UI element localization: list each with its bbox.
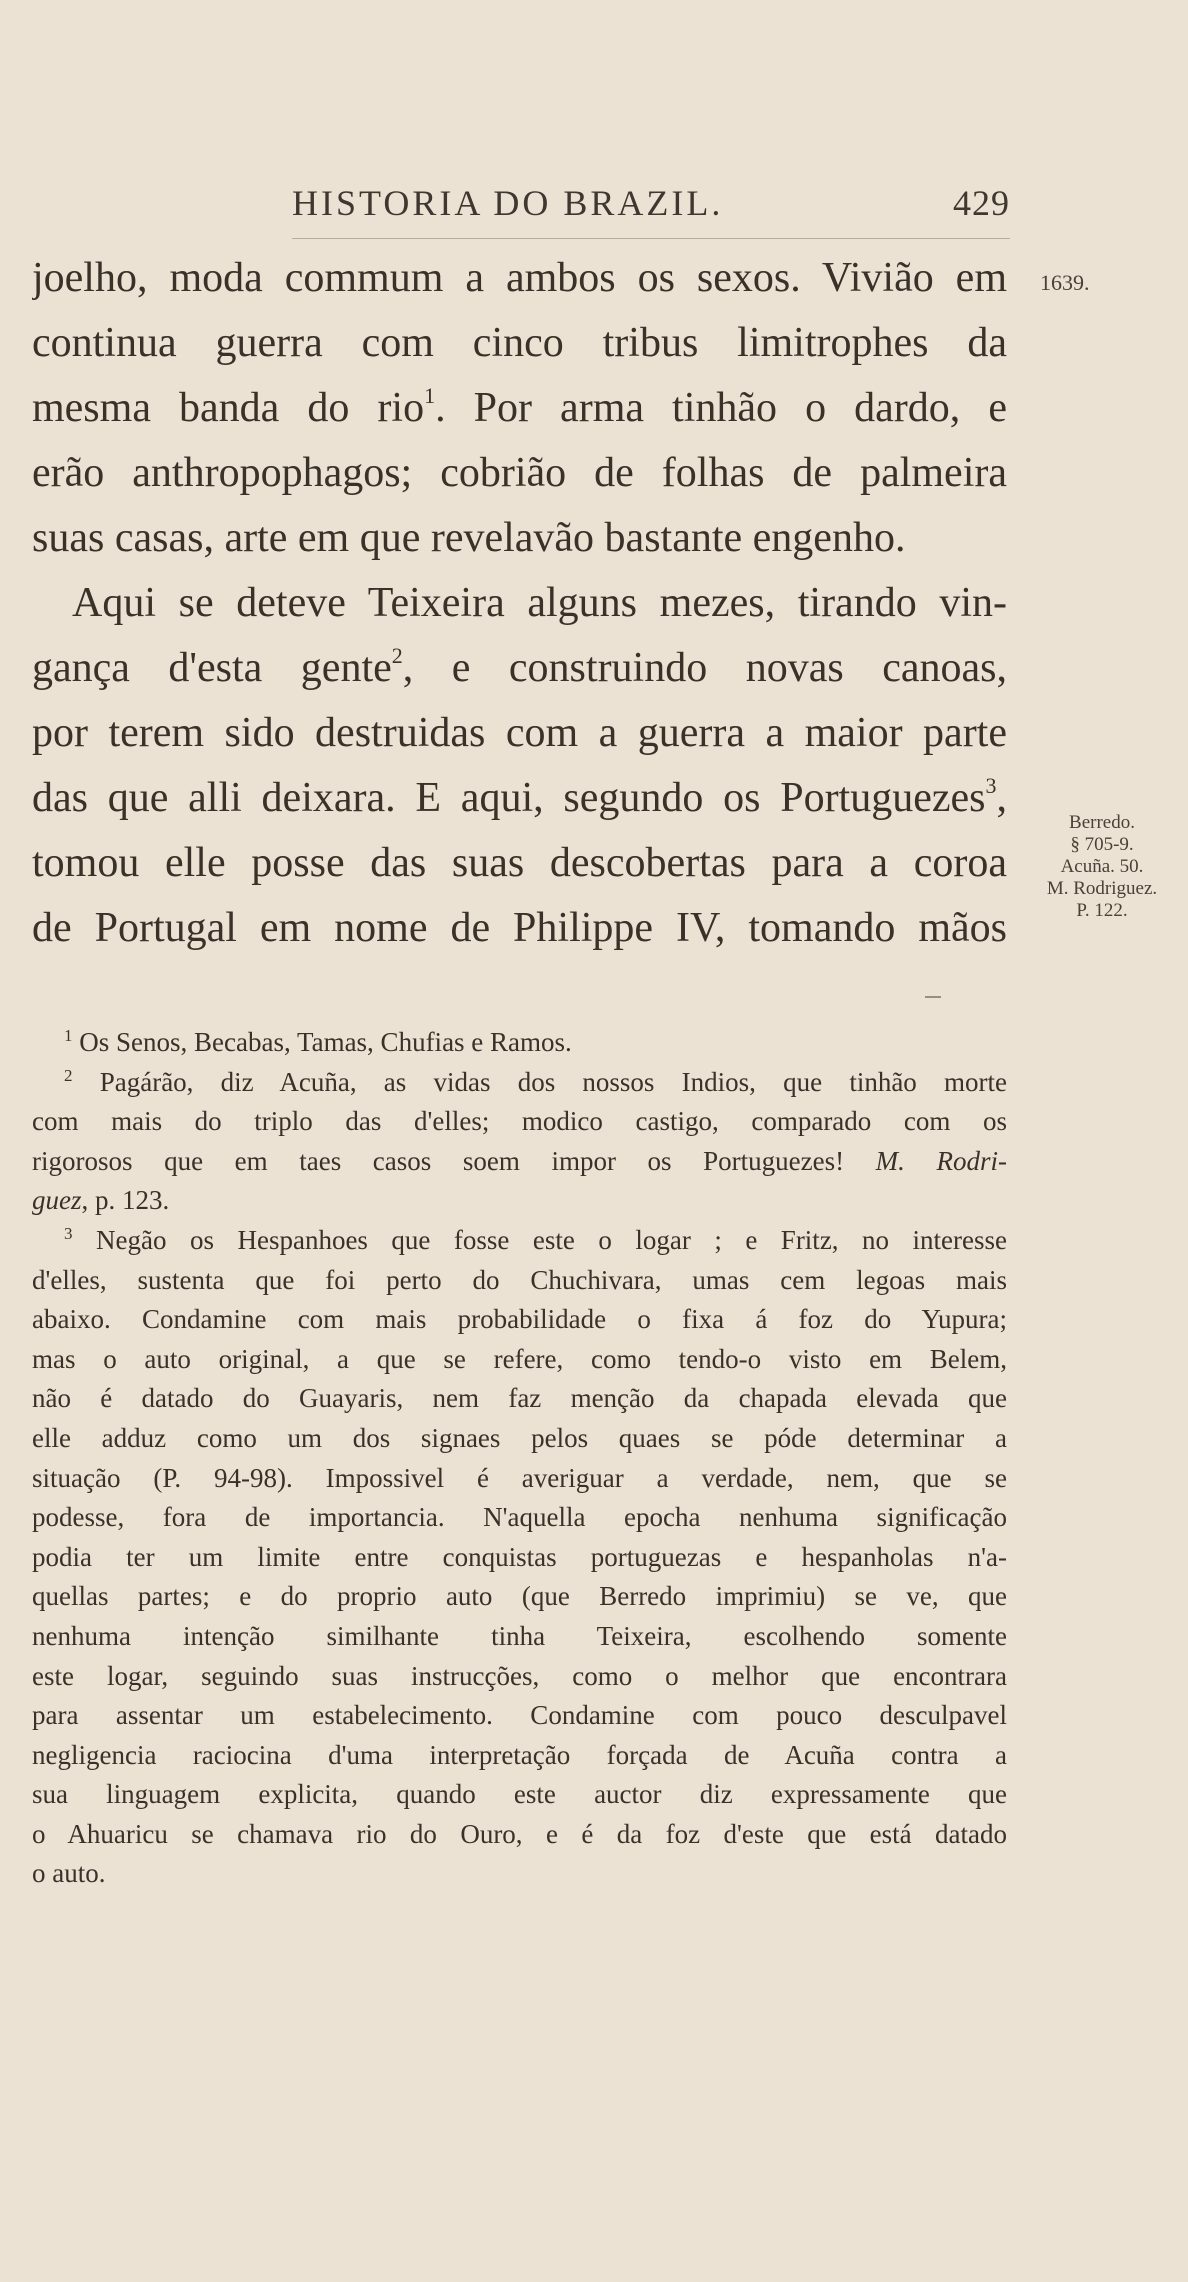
- footnote-mark: 1: [64, 1026, 73, 1045]
- footnote-3-line: negligencia raciocina d'uma interpretação forçada de Acuña contra a: [32, 1739, 1007, 1770]
- margin-ref: § 705-9.: [1070, 834, 1134, 855]
- footnote-ref[interactable]: 1: [424, 383, 436, 408]
- footnote-3-line: abaixo. Condamine com mais probabilidade o fixa á foz do Yupura;: [32, 1304, 1007, 1335]
- footnote-3-line: quellas partes; e do proprio auto (que Berredo imprimiu) se ve, que: [32, 1581, 1007, 1612]
- header-rule: [292, 238, 1010, 239]
- body-line: continua guerra com cinco tribus limitrophes da: [32, 320, 1007, 366]
- footnote-3-line: situação (P. 94-98). Impossivel é averiguar a verdade, nem, que se: [32, 1462, 1007, 1493]
- body-line: gança d'esta gente$^2$, e construindo novas canoas,: [32, 643, 1007, 691]
- footnote-2-line: rigorosos que em taes casos soem impor os Portuguezes! M. Rodri-: [32, 1145, 1007, 1176]
- footnote-3-line: elle adduz como um dos signaes pelos quaes se póde determinar a: [32, 1422, 1007, 1453]
- body-line: joelho, moda commum a ambos os sexos. Vivião em: [32, 255, 1007, 301]
- footnote-2-line: $^2$ Pagárão, diz Acuña, as vidas dos nossos Indios, que tinhão morte: [64, 1065, 1007, 1097]
- footnote-mark: 2: [64, 1065, 73, 1085]
- footnote-2-line: guez, p. 123.: [32, 1185, 170, 1216]
- body-line: de Portugal em nome de Philippe IV, tomando mãos: [32, 905, 1007, 951]
- body-line: suas casas, arte em que revelavão bastante engenho.: [32, 515, 906, 561]
- footnote-3-line: o Ahuaricu se chamava rio do Ouro, e é da foz d'este que está datado: [32, 1818, 1007, 1849]
- footnote-3-line: nenhuma intenção similhante tinha Teixeira, escolhendo somente: [32, 1620, 1007, 1651]
- footnote-3-line: mas o auto original, a que se refere, como tendo-o visto em Belem,: [32, 1343, 1007, 1374]
- footnote-3-line: sua linguagem explicita, quando este auctor diz expressamente que: [32, 1779, 1007, 1810]
- footnote-1: $^1$ Os Senos, Becabas, Tamas, Chufias e Ramos.: [64, 1026, 572, 1057]
- footnote-3-line: o auto.: [32, 1858, 106, 1889]
- footnote-ref[interactable]: 2: [391, 643, 403, 668]
- main-text: [32, 246, 1007, 961]
- margin-references: [1022, 812, 1182, 922]
- body-line: mesma banda do rio$^1$. Por arma tinhão o dardo, e: [32, 383, 1007, 431]
- footnote-3-line: este logar, seguindo suas instrucções, como o melhor que encontrara: [32, 1660, 1007, 1691]
- body-line: Aqui se deteve Teixeira alguns mezes, tirando vin-: [72, 580, 1007, 626]
- body-line: erão anthropophagos; cobrião de folhas de palmeira: [32, 450, 1007, 496]
- margin-ref: P. 122.: [1076, 900, 1128, 921]
- footnotes: [32, 1023, 1007, 1894]
- body-line: tomou elle posse das suas descobertas para a coroa: [32, 840, 1007, 886]
- margin-year: 1639.: [1040, 270, 1090, 295]
- margin-ref: Acuña. 50.: [1060, 856, 1144, 877]
- footnote-separator: [925, 996, 941, 998]
- footnote-3-line: d'elles, sustenta que foi perto do Chuchivara, umas cem legoas mais: [32, 1264, 1007, 1295]
- footnote-3-line: para assentar um estabelecimento. Condamine com pouco desculpavel: [32, 1700, 1007, 1731]
- footnote-3-line: não é datado do Guayaris, nem faz menção da chapada elevada que: [32, 1383, 1007, 1414]
- margin-ref: M. Rodriguez.: [1046, 878, 1158, 899]
- footnote-mark: 3: [64, 1223, 73, 1243]
- margin-ref: Berredo.: [1069, 812, 1135, 833]
- footnote-3-line: podesse, fora de importancia. N'aquella epocha nenhuma significação: [32, 1502, 1007, 1533]
- page-number: 429: [953, 183, 1010, 223]
- footnote-3-line: podia ter um limite entre conquistas portuguezas e hespanholas n'a-: [32, 1541, 1007, 1572]
- running-title: HISTORIA DO BRAZIL.: [292, 183, 724, 223]
- footnote-3-line: $^3$ Negão os Hespanhoes que fosse este o logar ; e Fritz, no interesse: [64, 1223, 1007, 1255]
- footnote-ref[interactable]: 3: [985, 773, 997, 798]
- footnote-2-line: com mais do triplo das d'elles; modico castigo, comparado com os: [32, 1106, 1007, 1137]
- body-line: das que alli deixara. E aqui, segundo os Portuguezes$^3$,: [32, 773, 1007, 821]
- body-line: por terem sido destruidas com a guerra a maior parte: [32, 710, 1007, 756]
